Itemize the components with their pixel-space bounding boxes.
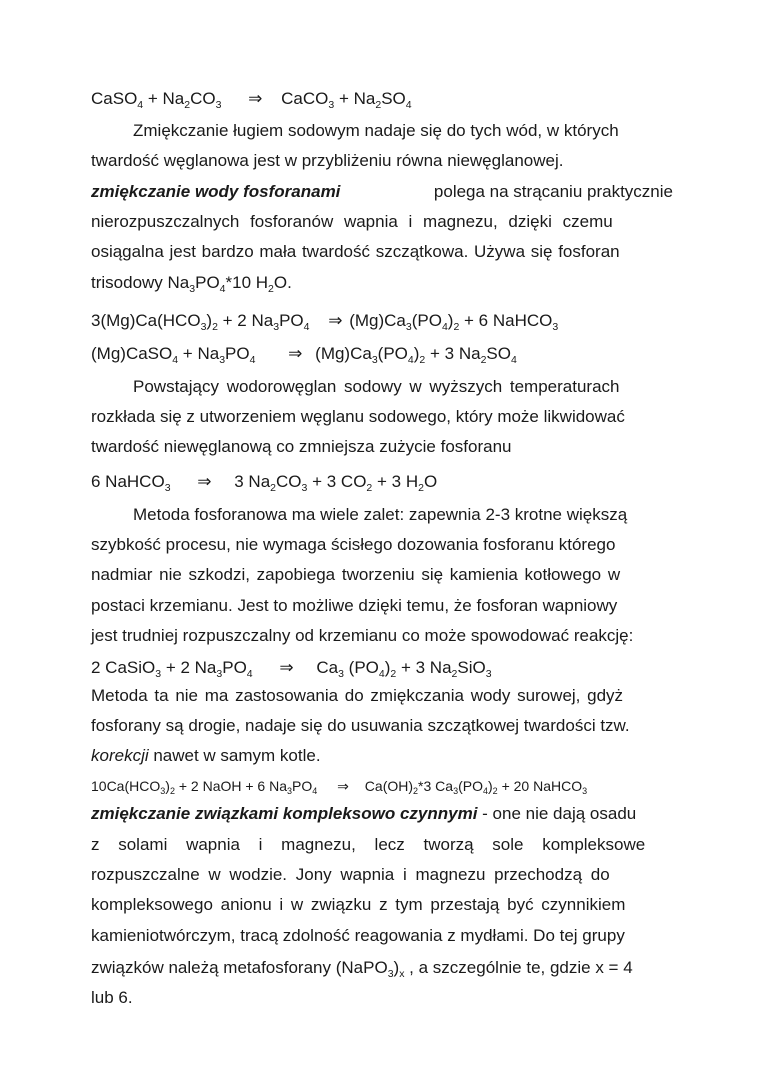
paragraph-1-line-1: Zmiękczanie ługiem sodowym nadaje się do tych wód, w których xyxy=(133,121,619,140)
paragraph-2-line-1: zmiękczanie wody fosforanami polega na strącaniu praktycznie xyxy=(91,182,673,201)
implies-arrow-icon: ⇒ xyxy=(248,89,263,108)
equation-6: $10Ca(HCO_3)_2 + 2$ NaOH + 6 $Na_3PO_4$ ⇒ $Ca(OH)_2*3$ $Ca_3(PO_4)_2 + 20$ NaHCO$_3$ xyxy=(91,778,588,796)
paragraph-3-line-2: rozkłada się z utworzeniem węglanu sodowego, który może likwidować xyxy=(91,407,625,426)
paragraph-4-line-3: nadmiar nie szkodzi, zapobiega tworzeniu się kamienia kotłowego w xyxy=(91,565,621,584)
paragraph-6-line-5: kamieniotwórczym, tracą zdolność reagowania z mydłami. Do tej grupy xyxy=(91,926,625,945)
paragraph-6-line-4: kompleksowego anionu i w związku z tym przestają być czynnikiem xyxy=(91,895,626,914)
section-heading-complexing-agents: zmiękczanie związkami kompleksowo czynnymi xyxy=(91,804,478,823)
equation-4: 6 NaHCO$_3$ ⇒ 3 $Na_2CO_3 + 3$ $CO_2 + 3$ $H_2O$ xyxy=(91,472,438,494)
equation-5: 2 CaSiO$_3$ + 2 $Na_3PO_4$ ⇒ $Ca_3$ $(PO_4)_2 + 3$ $Na_2SiO_3$ xyxy=(91,658,492,680)
paragraph-4-line-1: Metoda fosforanowa ma wiele zalet: zapewnia 2-3 krotne większą xyxy=(133,505,628,524)
implies-arrow-icon: ⇒ xyxy=(337,778,349,794)
implies-arrow-icon: ⇒ xyxy=(197,472,212,491)
paragraph-6-line-6: związków należą metafosforany $(NaPO_3)_x$ , a szczególnie te, gdzie x = 4 xyxy=(91,958,633,980)
paragraph-1-line-2: twardość węglanowa jest w przybliżeniu równa niewęglanowej. xyxy=(91,151,564,170)
paragraph-3-line-3: twardość niewęglanową co zmniejsza zużycie fosforanu xyxy=(91,437,512,456)
paragraph-3-line-1: Powstający wodorowęglan sodowy w wyższych temperaturach xyxy=(133,377,620,396)
paragraph-5-line-3: korekcji nawet w samym kotle. xyxy=(91,746,321,765)
section-heading-phosphates: zmiękczanie wody fosforanami xyxy=(91,182,341,201)
paragraph-5-line-2: fosforany są drogie, nadaje się do usuwania szczątkowej twardości tzw. xyxy=(91,716,630,735)
paragraph-6-line-2: z solami wapnia i magnezu, lecz tworzą sole kompleksowe xyxy=(91,835,646,854)
italic-term: korekcji xyxy=(91,746,149,765)
paragraph-4-line-2: szybkość procesu, nie wymaga ścisłego dozowania fosforanu którego xyxy=(91,535,616,554)
equation-1: CaSO$_4$ + $Na_2CO_3$ ⇒ CaCO$_3$ + $Na_2SO_4$ xyxy=(91,89,412,111)
paragraph-2-line-3: osiągalna jest bardzo mała twardość szczątkowa. Używa się fosforan xyxy=(91,242,620,261)
equation-2: $3(Mg)Ca(HCO_3)_2 + 2$ $Na_3PO_4$ ⇒ $(Mg)Ca_3(PO_4)_2 + 6$ NaHCO$_3$ xyxy=(91,311,559,333)
paragraph-6-line-7: lub 6. xyxy=(91,988,133,1007)
implies-arrow-icon: ⇒ xyxy=(328,311,343,330)
paragraph-6-line-3: rozpuszczalne w wodzie. Jony wapnia i magnezu przechodzą do xyxy=(91,865,610,884)
paragraph-2-line-4: trisodowy $Na_3PO_4*10$ $H_2O$. xyxy=(91,273,292,295)
paragraph-4-line-4: postaci krzemianu. Jest to możliwe dzięki temu, że fosforan wapniowy xyxy=(91,596,618,615)
paragraph-2-line-2: nierozpuszczalnych fosforanów wapnia i magnezu, dzięki czemu xyxy=(91,212,613,231)
equation-3: (Mg)CaSO$_4$ + $Na_3PO_4$ ⇒ $(Mg)Ca_3(PO_4)_2 + 3$ $Na_2SO_4$ xyxy=(91,344,517,366)
paragraph-4-line-5: jest trudniej rozpuszczalny od krzemianu co może spowodować reakcję: xyxy=(91,626,634,645)
paragraph-5-line-1: Metoda ta nie ma zastosowania do zmiękczania wody surowej, gdyż xyxy=(91,686,624,705)
implies-arrow-icon: ⇒ xyxy=(288,344,303,363)
paragraph-6-line-1: zmiękczanie związkami kompleksowo czynnymi - one nie dają osadu xyxy=(91,804,637,823)
implies-arrow-icon: ⇒ xyxy=(279,658,294,677)
